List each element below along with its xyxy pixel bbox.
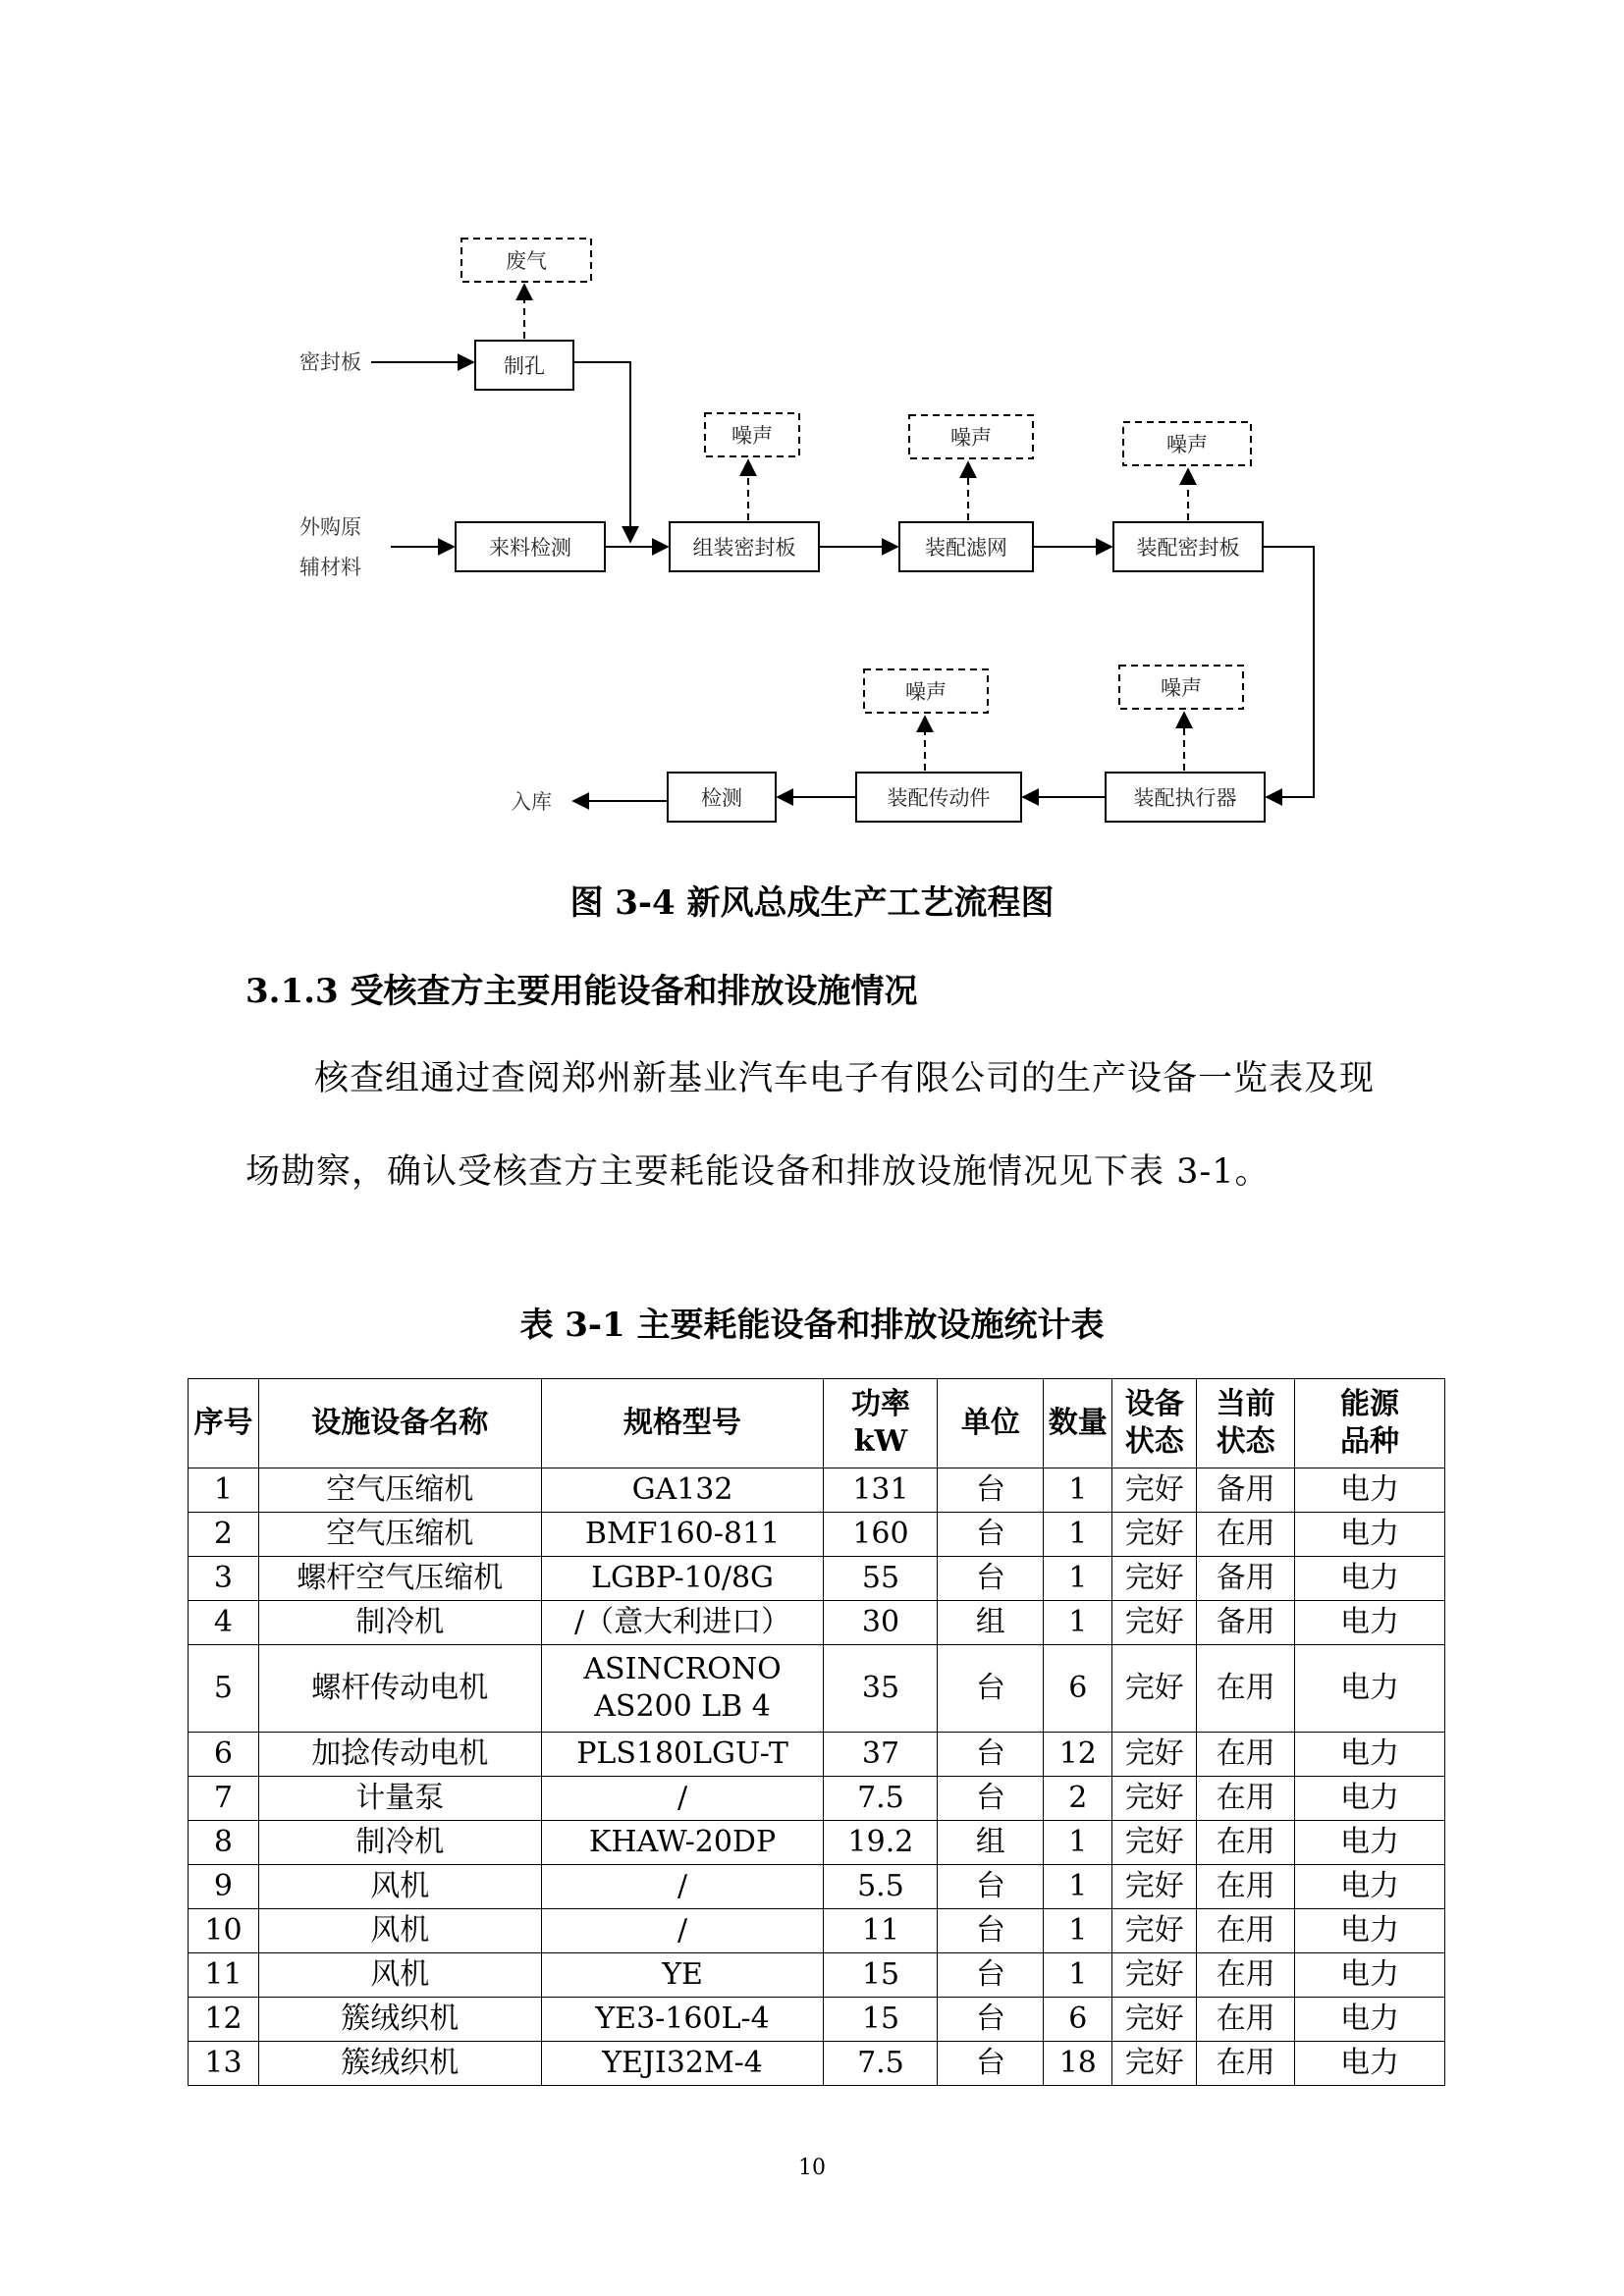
cell-equip-status: 完好 xyxy=(1112,1513,1197,1557)
cell-name: 制冷机 xyxy=(258,1821,541,1865)
cell-model: LGBP-10/8G xyxy=(541,1557,824,1601)
cell-qty: 6 xyxy=(1044,1645,1112,1733)
cell-equip-status: 完好 xyxy=(1112,1733,1197,1777)
step-assemble-filter-box xyxy=(899,522,1033,571)
cell-equip-status: 完好 xyxy=(1112,1865,1197,1909)
noise-box xyxy=(909,415,1033,458)
header-name: 设施设备名称 xyxy=(258,1379,541,1468)
drilling-to-assembly-connector xyxy=(573,362,630,542)
cell-model: GA132 xyxy=(541,1468,824,1513)
cell-qty: 6 xyxy=(1044,1998,1112,2042)
cell-no: 5 xyxy=(189,1645,259,1733)
cell-power: 30 xyxy=(824,1601,938,1645)
cell-unit: 台 xyxy=(938,1998,1044,2042)
table-header-row xyxy=(189,1379,1445,1468)
cell-unit: 台 xyxy=(938,1557,1044,1601)
cell-current-status: 在用 xyxy=(1197,1998,1295,2042)
cell-name: 制冷机 xyxy=(258,1601,541,1645)
table-row xyxy=(189,1777,1445,1821)
header-power-line1: 功率 xyxy=(850,1387,910,1421)
table-row xyxy=(189,1821,1445,1865)
cell-model: / xyxy=(541,1909,824,1953)
table-row xyxy=(189,1909,1445,1953)
cell-model-line2: AS200 LB 4 xyxy=(594,1689,771,1724)
cell-no: 1 xyxy=(189,1468,259,1513)
cell-equip-status: 完好 xyxy=(1112,1601,1197,1645)
cell-model: YE xyxy=(541,1953,824,1998)
cell-power: 5.5 xyxy=(824,1865,938,1909)
cell-equip-status: 完好 xyxy=(1112,1645,1197,1733)
cell-no: 2 xyxy=(189,1513,259,1557)
seal-plate-to-actuator-connector xyxy=(1263,547,1314,797)
cell-energy: 电力 xyxy=(1295,1998,1445,2042)
equipment-table xyxy=(188,1378,1445,2086)
cell-equip-status: 完好 xyxy=(1112,1909,1197,1953)
cell-equip-status: 完好 xyxy=(1112,1821,1197,1865)
header-power-line2: kW xyxy=(853,1424,908,1459)
noise-label: 噪声 xyxy=(731,424,773,448)
process-flow-chart xyxy=(0,0,1624,864)
cell-current-status: 在用 xyxy=(1197,1513,1295,1557)
section-heading: 3.1.3 受核查方主要用能设备和排放设施情况 xyxy=(245,972,918,1011)
header-energy-line2: 品种 xyxy=(1340,1424,1400,1459)
cell-power: 131 xyxy=(824,1468,938,1513)
cell-current-status: 在用 xyxy=(1197,1909,1295,1953)
header-model: 规格型号 xyxy=(541,1379,824,1468)
step-incoming-inspection-box xyxy=(456,522,605,571)
step-assemble-transmission-box xyxy=(856,773,1021,822)
step-inspection-box xyxy=(668,773,776,822)
cell-qty: 18 xyxy=(1044,2042,1112,2086)
header-equip-line1: 设备 xyxy=(1124,1387,1184,1421)
cell-qty: 1 xyxy=(1044,1557,1112,1601)
input-purchased-line2: 辅材料 xyxy=(299,556,361,579)
header-no: 序号 xyxy=(189,1379,259,1468)
cell-model: YE3-160L-4 xyxy=(541,1998,824,2042)
cell-unit: 台 xyxy=(938,1865,1044,1909)
cell-unit: 台 xyxy=(938,1777,1044,1821)
cell-qty: 1 xyxy=(1044,1953,1112,1998)
cell-unit: 台 xyxy=(938,1953,1044,1998)
cell-name: 簇绒织机 xyxy=(258,2042,541,2086)
cell-model xyxy=(541,1645,824,1733)
cell-power: 11 xyxy=(824,1909,938,1953)
step-assemble-actuator-label: 装配执行器 xyxy=(1133,786,1237,810)
header-power xyxy=(824,1379,938,1468)
cell-qty: 1 xyxy=(1044,1513,1112,1557)
cell-unit: 组 xyxy=(938,1601,1044,1645)
step-assemble-transmission-label: 装配传动件 xyxy=(887,786,991,810)
step-assemble-filter-label: 装配滤网 xyxy=(925,536,1007,560)
output-warehouse-label: 入库 xyxy=(511,790,552,814)
cell-unit: 台 xyxy=(938,1909,1044,1953)
cell-name: 螺杆传动电机 xyxy=(258,1645,541,1733)
table-row xyxy=(189,1645,1445,1733)
cell-energy: 电力 xyxy=(1295,1513,1445,1557)
cell-no: 4 xyxy=(189,1601,259,1645)
cell-model: PLS180LGU-T xyxy=(541,1733,824,1777)
cell-current-status: 在用 xyxy=(1197,2042,1295,2086)
exhaust-box xyxy=(461,239,591,282)
cell-no: 3 xyxy=(189,1557,259,1601)
cell-no: 10 xyxy=(189,1909,259,1953)
header-equip-status xyxy=(1112,1379,1197,1468)
table-row xyxy=(189,1601,1445,1645)
noise-label: 噪声 xyxy=(905,680,947,704)
cell-power: 7.5 xyxy=(824,2042,938,2086)
cell-name: 计量泵 xyxy=(258,1777,541,1821)
cell-energy: 电力 xyxy=(1295,2042,1445,2086)
cell-equip-status: 完好 xyxy=(1112,1468,1197,1513)
cell-current-status: 在用 xyxy=(1197,1645,1295,1733)
cell-name: 簇绒织机 xyxy=(258,1998,541,2042)
cell-power: 55 xyxy=(824,1557,938,1601)
cell-unit: 台 xyxy=(938,1733,1044,1777)
header-equip-line2: 状态 xyxy=(1124,1424,1184,1459)
cell-power: 19.2 xyxy=(824,1821,938,1865)
cell-power: 35 xyxy=(824,1645,938,1733)
cell-energy: 电力 xyxy=(1295,1733,1445,1777)
cell-energy: 电力 xyxy=(1295,1601,1445,1645)
cell-power: 15 xyxy=(824,1953,938,1998)
cell-equip-status: 完好 xyxy=(1112,1557,1197,1601)
input-sealing-plate-label: 密封板 xyxy=(299,350,361,374)
cell-unit: 台 xyxy=(938,2042,1044,2086)
cell-current-status: 备用 xyxy=(1197,1468,1295,1513)
cell-power: 37 xyxy=(824,1733,938,1777)
cell-qty: 1 xyxy=(1044,1601,1112,1645)
header-current-status xyxy=(1197,1379,1295,1468)
cell-energy: 电力 xyxy=(1295,1865,1445,1909)
noise-box xyxy=(705,413,799,456)
exhaust-label: 废气 xyxy=(506,249,547,273)
cell-no: 11 xyxy=(189,1953,259,1998)
noise-label: 噪声 xyxy=(1161,676,1202,700)
cell-name: 空气压缩机 xyxy=(258,1468,541,1513)
step-drilling-label: 制孔 xyxy=(504,354,545,378)
input-purchased-line1: 外购原 xyxy=(299,515,361,539)
step-inspection-label: 检测 xyxy=(701,786,742,810)
cell-unit: 台 xyxy=(938,1513,1044,1557)
noise-box xyxy=(1119,666,1243,709)
step-incoming-inspection-label: 来料检测 xyxy=(489,536,571,560)
noise-box xyxy=(864,669,988,713)
cell-unit: 台 xyxy=(938,1645,1044,1733)
cell-unit: 台 xyxy=(938,1468,1044,1513)
cell-model-line1: ASINCRONO xyxy=(583,1652,782,1686)
cell-current-status: 在用 xyxy=(1197,1953,1295,1998)
cell-current-status: 备用 xyxy=(1197,1557,1295,1601)
cell-name: 风机 xyxy=(258,1865,541,1909)
cell-energy: 电力 xyxy=(1295,1645,1445,1733)
page-number: 10 xyxy=(798,2156,826,2180)
cell-qty: 1 xyxy=(1044,1468,1112,1513)
cell-qty: 1 xyxy=(1044,1821,1112,1865)
step-assemble-seal-plate-box xyxy=(670,522,819,571)
table-row xyxy=(189,1733,1445,1777)
cell-no: 9 xyxy=(189,1865,259,1909)
cell-power: 15 xyxy=(824,1998,938,2042)
cell-model: BMF160-811 xyxy=(541,1513,824,1557)
cell-name: 空气压缩机 xyxy=(258,1513,541,1557)
cell-equip-status: 完好 xyxy=(1112,1777,1197,1821)
step-fit-seal-plate-label: 装配密封板 xyxy=(1136,536,1240,560)
table-row xyxy=(189,1557,1445,1601)
cell-energy: 电力 xyxy=(1295,1777,1445,1821)
cell-energy: 电力 xyxy=(1295,1557,1445,1601)
cell-model: KHAW-20DP xyxy=(541,1821,824,1865)
cell-current-status: 在用 xyxy=(1197,1777,1295,1821)
cell-power: 160 xyxy=(824,1513,938,1557)
cell-no: 8 xyxy=(189,1821,259,1865)
cell-name: 风机 xyxy=(258,1909,541,1953)
cell-model: / xyxy=(541,1865,824,1909)
cell-no: 7 xyxy=(189,1777,259,1821)
step-assemble-actuator-box xyxy=(1106,773,1265,822)
cell-current-status: 在用 xyxy=(1197,1865,1295,1909)
cell-energy: 电力 xyxy=(1295,1909,1445,1953)
cell-no: 13 xyxy=(189,2042,259,2086)
header-cur-line1: 当前 xyxy=(1216,1387,1275,1421)
cell-name: 螺杆空气压缩机 xyxy=(258,1557,541,1601)
cell-equip-status: 完好 xyxy=(1112,2042,1197,2086)
cell-qty: 2 xyxy=(1044,1777,1112,1821)
header-energy-type xyxy=(1295,1379,1445,1468)
step-drilling-box xyxy=(475,341,573,390)
cell-name: 加捻传动电机 xyxy=(258,1733,541,1777)
header-qty: 数量 xyxy=(1044,1379,1112,1468)
cell-energy: 电力 xyxy=(1295,1953,1445,1998)
cell-unit: 组 xyxy=(938,1821,1044,1865)
cell-model: YEJI32M-4 xyxy=(541,2042,824,2086)
cell-name: 风机 xyxy=(258,1953,541,1998)
step-assemble-seal-plate-label: 组装密封板 xyxy=(692,536,796,560)
table-row xyxy=(189,1865,1445,1909)
cell-no: 12 xyxy=(189,1998,259,2042)
cell-current-status: 在用 xyxy=(1197,1821,1295,1865)
cell-energy: 电力 xyxy=(1295,1821,1445,1865)
cell-qty: 12 xyxy=(1044,1733,1112,1777)
step-fit-seal-plate-box xyxy=(1113,522,1263,571)
table-row xyxy=(189,1953,1445,1998)
noise-label: 噪声 xyxy=(1166,433,1208,456)
table-title: 表 3-1 主要耗能设备和排放设施统计表 xyxy=(519,1306,1105,1345)
table-row xyxy=(189,1998,1445,2042)
table-row xyxy=(189,1468,1445,1513)
cell-model: /（意大利进口） xyxy=(541,1601,824,1645)
cell-equip-status: 完好 xyxy=(1112,1998,1197,2042)
cell-current-status: 备用 xyxy=(1197,1601,1295,1645)
header-unit: 单位 xyxy=(938,1379,1044,1468)
cell-energy: 电力 xyxy=(1295,1468,1445,1513)
table-row xyxy=(189,2042,1445,2086)
cell-qty: 1 xyxy=(1044,1909,1112,1953)
table-row xyxy=(189,1513,1445,1557)
body-paragraph: 核查组通过查阅郑州新基业汽车电子有限公司的生产设备一览表及现场勘察，确认受核查方主要耗能设备和排放设施情况见下表 3-1。 xyxy=(245,1059,1376,1192)
cell-power: 7.5 xyxy=(824,1777,938,1821)
cell-model: / xyxy=(541,1777,824,1821)
figure-caption: 图 3-4 新风总成生产工艺流程图 xyxy=(569,883,1055,923)
cell-qty: 1 xyxy=(1044,1865,1112,1909)
header-cur-line2: 状态 xyxy=(1216,1424,1275,1459)
cell-no: 6 xyxy=(189,1733,259,1777)
noise-label: 噪声 xyxy=(950,426,992,450)
cell-current-status: 在用 xyxy=(1197,1733,1295,1777)
header-energy-line1: 能源 xyxy=(1340,1387,1400,1421)
noise-box xyxy=(1123,422,1251,465)
cell-equip-status: 完好 xyxy=(1112,1953,1197,1998)
